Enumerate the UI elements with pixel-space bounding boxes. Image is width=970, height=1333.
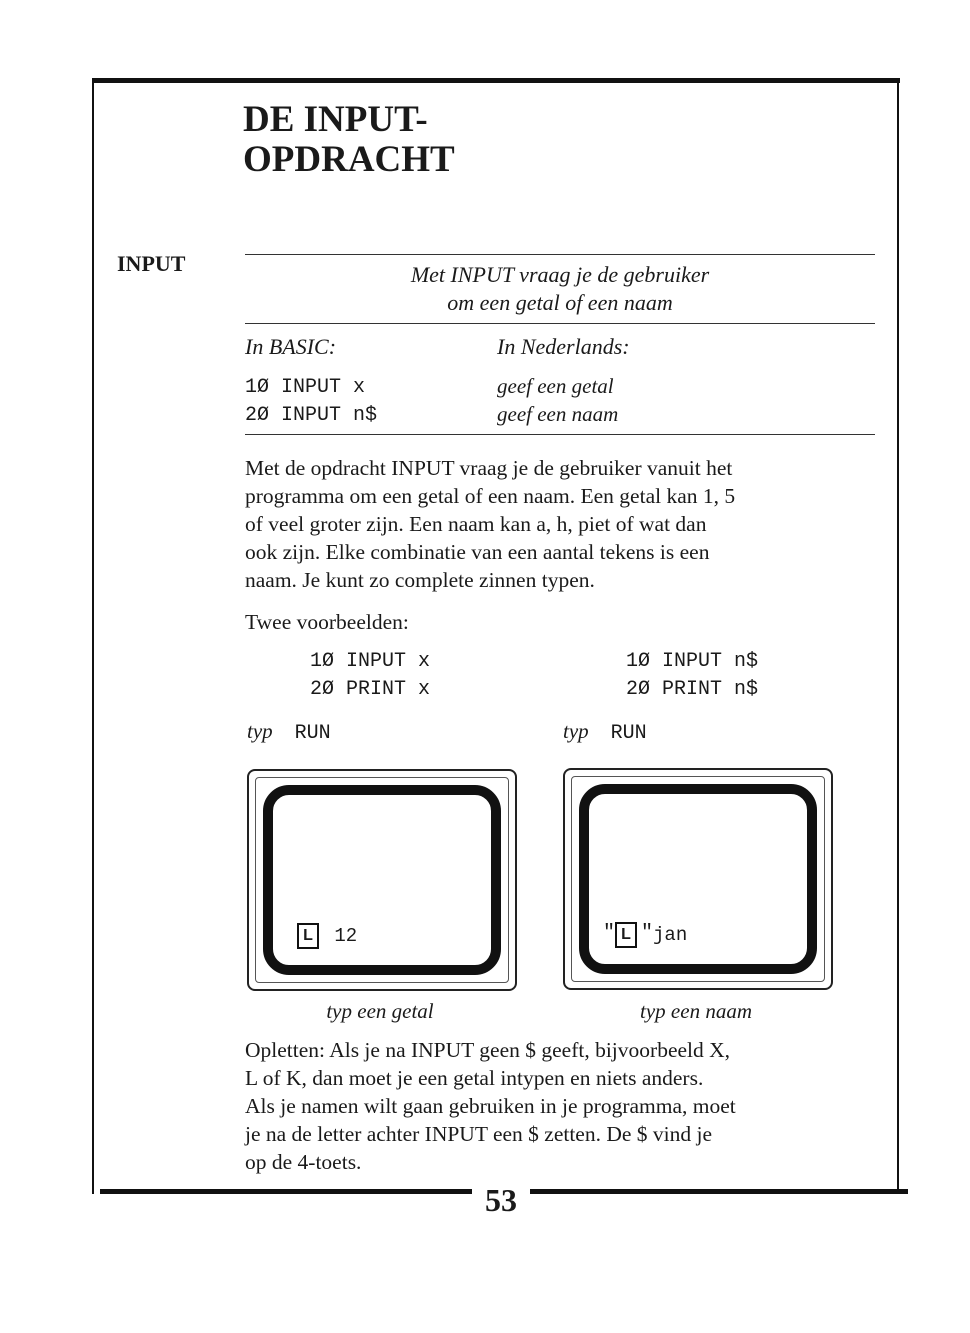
rule-table-bottom [245,434,875,435]
example-2-code-line-2: 2Ø PRINT n$ [626,678,759,701]
quote-open: " [603,922,616,945]
paragraph-line: Opletten: Als je na INPUT geen $ geeft, bijvoorbeeld X, [245,1038,731,1062]
table-meaning-1: geef een getal [497,374,614,398]
paragraph-line: ook zijn. Elke combinatie van een aantal tekens is een [245,540,710,564]
examples-intro [245,608,885,636]
page-title [243,100,455,180]
rule-definition-bottom [245,323,875,324]
tv-output-2 [603,922,687,948]
paragraph-intro [245,454,885,594]
typ-command: RUN [294,722,331,745]
example-1-code-line-1: 1Ø INPUT x [310,650,431,673]
frame-right-border [897,78,899,1194]
typ-label: typ [563,719,589,743]
example-2-typ [563,717,647,748]
caption-example-1: typ een getal [326,999,434,1023]
tv-screen-example-1 [247,769,517,991]
table-header-dutch: In Nederlands: [497,334,630,359]
tv-display [579,784,817,974]
caption-example-2: typ een naam [640,999,752,1023]
page-number: 53 [485,1182,517,1218]
table-code-1: 1Ø INPUT x [245,376,366,399]
paragraph-line: of veel groter zijn. Een naam kan a, h, piet of wat dan [245,512,707,536]
frame-top-border [92,78,900,83]
paragraph-line: L of K, dan moet je een getal intypen en niets anders. [245,1066,704,1090]
quote-close: " [641,922,654,945]
tv-display [263,785,501,975]
paragraph-line: naam. Je kunt zo complete zinnen typen. [245,568,595,592]
table-header-basic: In BASIC: [245,334,337,359]
title-line-1: DE INPUT- [243,99,428,140]
table-meaning-2: geef een naam [497,402,619,426]
example-1-typ [247,717,331,748]
definition-box [245,261,875,317]
tv-screen-example-2 [563,768,833,990]
frame-left-border [92,78,94,1194]
l-cursor-icon: L [297,923,319,949]
frame-bottom-border-left [100,1189,472,1194]
definition-line-1: Met INPUT vraag je de gebruiker [410,262,710,287]
paragraph-note [245,1036,885,1176]
typ-label: typ [247,719,273,743]
rule-definition-top [245,254,875,255]
paragraph-line: op de 4-toets. [245,1150,362,1174]
table-code-2: 2Ø INPUT n$ [245,404,378,427]
screen-text: jan [653,924,688,947]
screen-text: 12 [334,925,358,948]
paragraph-line: Met de opdracht INPUT vraag je de gebruiker vanuit het [245,456,733,480]
paragraph-line: programma om een getal of een naam. Een getal kan 1, 5 [245,484,736,508]
title-line-2: OPDRACHT [243,139,455,180]
paragraph-line: Als je namen wilt gaan gebruiken in je programma, moet [245,1094,736,1118]
example-1-code-line-2: 2Ø PRINT x [310,678,431,701]
definition-line-2: om een getal of een naam [447,290,673,315]
margin-keyword: INPUT [117,251,186,276]
examples-intro-text: Twee voorbeelden: [245,610,409,634]
paragraph-line: je na de letter achter INPUT een $ zetten. De $ vind je [245,1122,713,1146]
frame-bottom-border-right [530,1189,908,1194]
l-cursor-icon: L [615,922,637,948]
tv-output-1 [297,923,357,949]
example-2-code-line-1: 1Ø INPUT n$ [626,650,759,673]
typ-command: RUN [610,722,647,745]
